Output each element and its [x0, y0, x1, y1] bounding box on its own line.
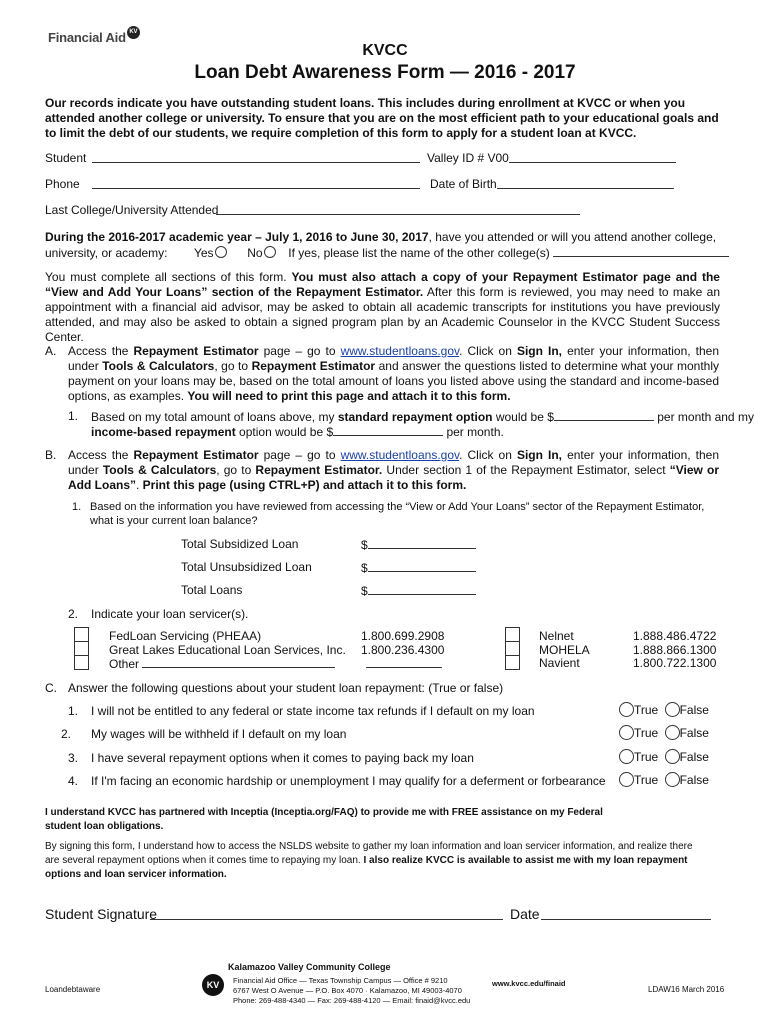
servicer-checkboxes-right — [497, 627, 527, 671]
navient-checkbox[interactable] — [505, 655, 520, 670]
c3-true-radio[interactable] — [619, 749, 634, 764]
inceptia-notice: I understand KVCC has partnered with Inceptia (Inceptia.org/FAQ) to provide me with FREE assistance on my Federal student loan obligations. — [45, 807, 603, 832]
c-item-4-options: True False — [619, 772, 709, 788]
servicer-mohela: MOHELA — [539, 643, 590, 657]
c-item-4-num: 4. — [68, 774, 79, 788]
servicer-other: Other — [109, 656, 335, 672]
valley-id-field[interactable] — [509, 151, 676, 163]
section-c-letter: C. — [45, 681, 57, 695]
school-name: KVCC — [362, 42, 408, 59]
servicer-fedloan-phone: 1.800.699.2908 — [361, 629, 445, 643]
c4-true-radio[interactable] — [619, 772, 634, 787]
footer-address: Financial Aid Office — Texas Township Campus — Office # 9210 6767 West O Avenue — P.O. Box 4070 · Kalamazoo, MI 49003-4070 Phone: 269-488-4340 — Fax: 269-488-4120 — Email: finaid@kvcc.edu — [233, 976, 471, 1005]
last-college-field[interactable] — [216, 203, 580, 215]
section-b-item1-num: 1. — [72, 501, 82, 513]
kv-badge-icon: KV — [127, 26, 140, 39]
footer-website[interactable]: www.kvcc.edu/finaid — [492, 979, 566, 988]
no-radio[interactable] — [264, 246, 276, 258]
total-subsidized-label: Total Subsidized Loan — [181, 537, 299, 551]
yes-radio[interactable] — [215, 246, 227, 258]
yes-label: Yes — [193, 246, 214, 260]
c-item-1-num: 1. — [68, 704, 79, 718]
footer-form-name: Loandebtaware — [45, 985, 101, 994]
phone-field[interactable] — [92, 177, 420, 189]
c-item-2-text: My wages will be withheld if I default on my loan — [91, 727, 347, 741]
c-item-2-num: 2. — [61, 727, 72, 741]
intro-text: Our records indicate you have outstanding student loans. This includes during enrollment at KVCC or when you attended another college or university. To ensure that you are on the most efficient path to your educational goals and to limit the debt of our students, we require completion of this form to apply for a student loan at KVCC. — [45, 96, 719, 140]
servicer-navient-phone: 1.800.722.1300 — [633, 656, 717, 670]
c-item-4-text: If I'm facing an economic hardship or unemployment I may qualify for a deferment or forbearance — [91, 774, 606, 788]
studentloans-link[interactable]: www.studentloans.gov — [340, 344, 460, 358]
other-servicer-phone-field[interactable] — [366, 656, 442, 668]
section-b-letter: B. — [45, 448, 57, 462]
student-label: Student — [45, 151, 87, 165]
date-label: Date — [510, 906, 540, 922]
c2-true-radio[interactable] — [619, 725, 634, 740]
total-loans-label: Total Loans — [181, 583, 243, 597]
c4-false-radio[interactable] — [665, 772, 680, 787]
c-item-1-options: True False — [619, 702, 709, 718]
signature-field[interactable] — [150, 907, 503, 920]
section-b-text: Access the Repayment Estimator page – go to www.studentloans.gov. Click on Sign In, enter your information, then under Tools & Calculators, go to Repayment Estimator. Under section 1 of the Repayment Estimator, select “View or Add Loans”. Print this page (using CTRL+P) and attach it to this form. — [68, 448, 719, 492]
date-field[interactable] — [541, 907, 711, 920]
total-unsubsidized-label: Total Unsubsidized Loan — [181, 560, 312, 574]
signing-notice: By signing this form, I understand how to access the NSLDS website to gather my loan information and loan servicer information, and realize there are several repayment options when it comes time to repaying my loan. I also realize KVCC is available to assist me with my loan repayment options and loan servicer information. — [45, 841, 693, 880]
section-b-item2-num: 2. — [68, 607, 79, 621]
standard-repayment-field[interactable] — [554, 409, 654, 421]
total-unsubsidized-field[interactable]: $ — [361, 560, 476, 576]
c2-false-radio[interactable] — [665, 725, 680, 740]
servicer-great-lakes: Great Lakes Educational Loan Services, Inc. — [109, 643, 346, 657]
section-a-item: Based on my total amount of loans above, my standard repayment option would be $ per month and my — [91, 410, 754, 424]
dob-label: Date of Birth — [430, 177, 497, 191]
footer-form-code: LDAW16 March 2016 — [648, 985, 725, 994]
servicer-navient: Navient — [539, 656, 580, 670]
other-checkbox[interactable] — [74, 655, 89, 670]
attendance-question: During the 2016-2017 academic year – July 1, 2016 to June 30, 2017, have you attended or will you attend another college, — [45, 230, 717, 244]
logo-text: Financial Aid — [48, 30, 126, 45]
servicer-nelnet-phone: 1.888.486.4722 — [633, 629, 717, 643]
form-title: Loan Debt Awareness Form — 2016 - 2017 — [194, 62, 576, 83]
instructions-text: You must complete all sections of this form. You must also attach a copy of your Repayment Estimator page and the “View and Add Your Loans” section of the Repayment Estimator. After this form is reviewed, you may need to make an appointment with a financial aid advisor, may be asked to obtain all academic transcripts for institutions you have previously attended, and may also be asked to obtain a signed program plan by an Academic Counselor in the KVCC Student Success Center. — [45, 270, 720, 344]
section-a-letter: A. — [45, 344, 57, 358]
total-subsidized-field[interactable]: $ — [361, 537, 476, 553]
servicer-checkboxes-left — [66, 627, 96, 671]
c3-false-radio[interactable] — [665, 749, 680, 764]
c1-false-radio[interactable] — [665, 702, 680, 717]
mohela-checkbox[interactable] — [505, 641, 520, 656]
servicer-fedloan: FedLoan Servicing (PHEAA) — [109, 629, 262, 643]
attendance-options: university, or academy: Yes No If yes, please list the name of the other college(s) — [45, 245, 735, 261]
kvcc-logo-icon: KV — [202, 974, 224, 996]
total-loans-field[interactable]: $ — [361, 583, 476, 599]
valley-id-label: Valley ID # V00 — [427, 151, 509, 165]
no-label: No — [247, 246, 263, 260]
c-item-3-num: 3. — [68, 751, 79, 765]
student-field[interactable] — [92, 151, 420, 163]
other-college-field[interactable] — [553, 245, 729, 257]
fedloan-checkbox[interactable] — [74, 627, 89, 642]
section-a-item-num: 1. — [68, 409, 79, 423]
servicer-great-lakes-phone: 1.800.236.4300 — [361, 643, 445, 657]
phone-label: Phone — [45, 177, 80, 191]
section-a-text: Access the Repayment Estimator page – go to www.studentloans.gov. Click on Sign In, enter your information, then under Tools & Calculators, go to Repayment Estimator and answer the questions listed to determine what your monthly payment on your loans may be, based on the total amount of loans you listed above using the standard and income-based options, as examples. You will need to print this page and attach it to this form. — [68, 344, 720, 403]
servicer-mohela-phone: 1.888.866.1300 — [633, 643, 717, 657]
nelnet-checkbox[interactable] — [505, 627, 520, 642]
c-item-2-options: True False — [619, 725, 709, 741]
income-based-field[interactable] — [333, 424, 443, 436]
studentloans-link-b[interactable]: www.studentloans.gov — [340, 448, 460, 462]
other-servicer-field[interactable] — [142, 656, 335, 668]
c1-true-radio[interactable] — [619, 702, 634, 717]
section-b-item2-text: Indicate your loan servicer(s). — [91, 607, 249, 621]
section-a-item-line2: income-based repayment option would be $ per month. — [91, 425, 504, 439]
c-item-3-text: I have several repayment options when it comes to paying back my loan — [91, 751, 474, 765]
section-b-item1-text: Based on the information you have reviewed from accessing the “View or Add Your Loans” sector of the Repayment Estimator, what is your current loan balance? — [90, 501, 705, 527]
section-c-intro: Answer the following questions about your student loan repayment: (True or false) — [68, 681, 504, 695]
c-item-1-text: I will not be entitled to any federal or state income tax refunds if I default on my loan — [91, 704, 535, 718]
c-item-3-options: True False — [619, 749, 709, 765]
servicer-nelnet: Nelnet — [539, 629, 574, 643]
footer-college: Kalamazoo Valley Community College — [228, 962, 391, 972]
signature-label: Student Signature — [45, 906, 158, 922]
dob-field[interactable] — [497, 177, 674, 189]
last-college-label: Last College/University Attended — [45, 203, 219, 217]
great-lakes-checkbox[interactable] — [74, 641, 89, 656]
